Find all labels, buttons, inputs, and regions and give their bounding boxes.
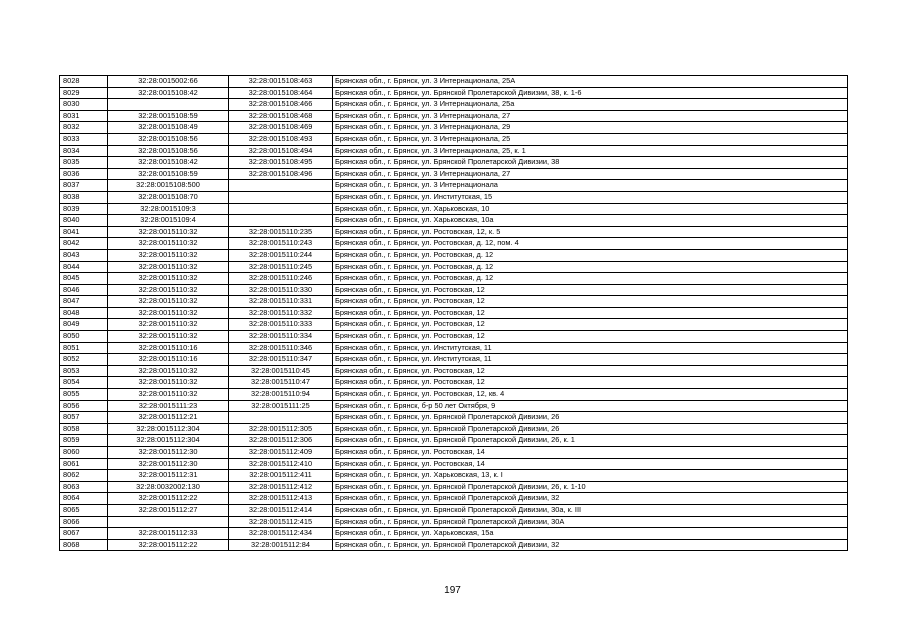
parcel-cadastral-cell: 32:28:0015108:56 bbox=[108, 145, 229, 157]
row-number-cell: 8050 bbox=[60, 331, 108, 343]
address-cell: Брянская обл., г. Брянск, ул. Брянской Пролетарской Дивизии, 26 bbox=[333, 412, 848, 424]
parcel-cadastral-cell: 32:28:0015108:59 bbox=[108, 110, 229, 122]
parcel-cadastral-cell: 32:28:0015111:23 bbox=[108, 400, 229, 412]
building-cadastral-cell: 32:28:0015108:495 bbox=[229, 157, 333, 169]
building-cadastral-cell: 32:28:0015110:245 bbox=[229, 261, 333, 273]
table-row bbox=[60, 319, 848, 331]
building-cadastral-cell: 32:28:0015110:346 bbox=[229, 342, 333, 354]
parcel-cadastral-cell: 32:28:0015108:49 bbox=[108, 122, 229, 134]
table-row bbox=[60, 76, 848, 88]
row-number-cell: 8038 bbox=[60, 191, 108, 203]
row-number-cell: 8046 bbox=[60, 284, 108, 296]
table-row bbox=[60, 307, 848, 319]
building-cadastral-cell: 32:28:0015110:331 bbox=[229, 296, 333, 308]
address-cell: Брянская обл., г. Брянск, ул. Ростовская, 12 bbox=[333, 377, 848, 389]
row-number-cell: 8060 bbox=[60, 447, 108, 459]
table-row bbox=[60, 238, 848, 250]
building-cadastral-cell: 32:28:0015108:493 bbox=[229, 133, 333, 145]
address-cell: Брянская обл., г. Брянск, ул. Харьковская, 13, к. I bbox=[333, 470, 848, 482]
table-row bbox=[60, 261, 848, 273]
table-row bbox=[60, 435, 848, 447]
address-cell: Брянская обл., г. Брянск, ул. Харьковская, 15а bbox=[333, 528, 848, 540]
table-row bbox=[60, 99, 848, 111]
parcel-cadastral-cell: 32:28:0015110:32 bbox=[108, 296, 229, 308]
table-row bbox=[60, 365, 848, 377]
parcel-cadastral-cell bbox=[108, 516, 229, 528]
building-cadastral-cell: 32:28:0015108:468 bbox=[229, 110, 333, 122]
table-row bbox=[60, 157, 848, 169]
row-number-cell: 8029 bbox=[60, 87, 108, 99]
table-row bbox=[60, 389, 848, 401]
row-number-cell: 8043 bbox=[60, 249, 108, 261]
building-cadastral-cell: 32:28:0015110:94 bbox=[229, 389, 333, 401]
address-cell: Брянская обл., г. Брянск, ул. Ростовская, д. 12 bbox=[333, 249, 848, 261]
parcel-cadastral-cell: 32:28:0015110:32 bbox=[108, 331, 229, 343]
building-cadastral-cell: 32:28:0015110:332 bbox=[229, 307, 333, 319]
row-number-cell: 8051 bbox=[60, 342, 108, 354]
table-row bbox=[60, 133, 848, 145]
building-cadastral-cell bbox=[229, 180, 333, 192]
table-row bbox=[60, 180, 848, 192]
address-cell: Брянская обл., г. Брянск, ул. Ростовская, д. 12 bbox=[333, 261, 848, 273]
address-cell: Брянская обл., г. Брянск, ул. Ростовская, 14 bbox=[333, 458, 848, 470]
table-row bbox=[60, 249, 848, 261]
parcel-cadastral-cell: 32:28:0015112:27 bbox=[108, 504, 229, 516]
building-cadastral-cell: 32:28:0015112:306 bbox=[229, 435, 333, 447]
building-cadastral-cell: 32:28:0015108:469 bbox=[229, 122, 333, 134]
table-row bbox=[60, 191, 848, 203]
row-number-cell: 8039 bbox=[60, 203, 108, 215]
building-cadastral-cell: 32:28:0015108:464 bbox=[229, 87, 333, 99]
parcel-cadastral-cell: 32:28:0015108:70 bbox=[108, 191, 229, 203]
table-row bbox=[60, 203, 848, 215]
row-number-cell: 8047 bbox=[60, 296, 108, 308]
row-number-cell: 8033 bbox=[60, 133, 108, 145]
row-number-cell: 8066 bbox=[60, 516, 108, 528]
row-number-cell: 8036 bbox=[60, 168, 108, 180]
row-number-cell: 8058 bbox=[60, 423, 108, 435]
address-cell: Брянская обл., г. Брянск, ул. Ростовская, 12 bbox=[333, 331, 848, 343]
building-cadastral-cell: 32:28:0015112:409 bbox=[229, 447, 333, 459]
table-row bbox=[60, 168, 848, 180]
parcel-cadastral-cell: 32:28:0015112:304 bbox=[108, 435, 229, 447]
row-number-cell: 8040 bbox=[60, 215, 108, 227]
registry-table bbox=[59, 75, 848, 551]
building-cadastral-cell bbox=[229, 412, 333, 424]
address-cell: Брянская обл., г. Брянск, ул. 3 Интернационала bbox=[333, 180, 848, 192]
address-cell: Брянская обл., г. Брянск, ул. Брянской Пролетарской Дивизии, 26, к. 1 bbox=[333, 435, 848, 447]
address-cell: Брянская обл., г. Брянск, ул. Брянской Пролетарской Дивизии, 32 bbox=[333, 539, 848, 551]
building-cadastral-cell: 32:28:0015108:494 bbox=[229, 145, 333, 157]
building-cadastral-cell: 32:28:0015108:496 bbox=[229, 168, 333, 180]
table-row bbox=[60, 481, 848, 493]
row-number-cell: 8055 bbox=[60, 389, 108, 401]
table-row bbox=[60, 87, 848, 99]
row-number-cell: 8044 bbox=[60, 261, 108, 273]
address-cell: Брянская обл., г. Брянск, ул. Ростовская, 14 bbox=[333, 447, 848, 459]
building-cadastral-cell: 32:28:0015112:410 bbox=[229, 458, 333, 470]
row-number-cell: 8056 bbox=[60, 400, 108, 412]
parcel-cadastral-cell: 32:28:0015110:32 bbox=[108, 389, 229, 401]
building-cadastral-cell: 32:28:0015112:414 bbox=[229, 504, 333, 516]
parcel-cadastral-cell: 32:28:0015108:59 bbox=[108, 168, 229, 180]
address-cell: Брянская обл., г. Брянск, ул. Институтская, 11 bbox=[333, 354, 848, 366]
parcel-cadastral-cell: 32:28:0015112:30 bbox=[108, 447, 229, 459]
address-cell: Брянская обл., г. Брянск, ул. Ростовская, 12, к. 5 bbox=[333, 226, 848, 238]
building-cadastral-cell: 32:28:0015110:243 bbox=[229, 238, 333, 250]
building-cadastral-cell bbox=[229, 203, 333, 215]
parcel-cadastral-cell: 32:28:0015112:33 bbox=[108, 528, 229, 540]
table-row bbox=[60, 354, 848, 366]
table-row bbox=[60, 122, 848, 134]
table-row bbox=[60, 470, 848, 482]
table-row bbox=[60, 412, 848, 424]
parcel-cadastral-cell: 32:28:0015110:32 bbox=[108, 365, 229, 377]
address-cell: Брянская обл., г. Брянск, ул. 3 Интернационала, 29 bbox=[333, 122, 848, 134]
row-number-cell: 8052 bbox=[60, 354, 108, 366]
address-cell: Брянская обл., г. Брянск, б-р 50 лет Октября, 9 bbox=[333, 400, 848, 412]
building-cadastral-cell: 32:28:0015110:330 bbox=[229, 284, 333, 296]
building-cadastral-cell: 32:28:0015110:45 bbox=[229, 365, 333, 377]
row-number-cell: 8062 bbox=[60, 470, 108, 482]
building-cadastral-cell: 32:28:0015112:305 bbox=[229, 423, 333, 435]
building-cadastral-cell: 32:28:0015110:334 bbox=[229, 331, 333, 343]
address-cell: Брянская обл., г. Брянск, ул. Институтская, 15 bbox=[333, 191, 848, 203]
row-number-cell: 8045 bbox=[60, 273, 108, 285]
address-cell: Брянская обл., г. Брянск, ул. 3 Интернационала, 25, к. 1 bbox=[333, 145, 848, 157]
parcel-cadastral-cell: 32:28:0015112:22 bbox=[108, 493, 229, 505]
row-number-cell: 8064 bbox=[60, 493, 108, 505]
row-number-cell: 8049 bbox=[60, 319, 108, 331]
parcel-cadastral-cell: 32:28:0015112:22 bbox=[108, 539, 229, 551]
parcel-cadastral-cell: 32:28:0015110:32 bbox=[108, 273, 229, 285]
address-cell: Брянская обл., г. Брянск, ул. Ростовская, 12 bbox=[333, 296, 848, 308]
parcel-cadastral-cell: 32:28:0015110:16 bbox=[108, 354, 229, 366]
row-number-cell: 8048 bbox=[60, 307, 108, 319]
table-row bbox=[60, 423, 848, 435]
building-cadastral-cell: 32:28:0015110:235 bbox=[229, 226, 333, 238]
parcel-cadastral-cell: 32:28:0015110:32 bbox=[108, 261, 229, 273]
address-cell: Брянская обл., г. Брянск, ул. 3 Интернационала, 27 bbox=[333, 110, 848, 122]
parcel-cadastral-cell: 32:28:0015110:32 bbox=[108, 284, 229, 296]
table-row bbox=[60, 215, 848, 227]
page-number: 197 bbox=[444, 585, 461, 596]
registry-table-body bbox=[60, 76, 848, 551]
table-row bbox=[60, 296, 848, 308]
parcel-cadastral-cell: 32:28:0015110:32 bbox=[108, 238, 229, 250]
parcel-cadastral-cell: 32:28:0015112:31 bbox=[108, 470, 229, 482]
address-cell: Брянская обл., г. Брянск, ул. 3 Интернационала, 27 bbox=[333, 168, 848, 180]
row-number-cell: 8032 bbox=[60, 122, 108, 134]
table-row bbox=[60, 458, 848, 470]
address-cell: Брянская обл., г. Брянск, ул. Ростовская, 12, кв. 4 bbox=[333, 389, 848, 401]
parcel-cadastral-cell: 32:28:0015110:32 bbox=[108, 307, 229, 319]
table-row bbox=[60, 145, 848, 157]
address-cell: Брянская обл., г. Брянск, ул. Брянской Пролетарской Дивизии, 38, к. 1-6 bbox=[333, 87, 848, 99]
row-number-cell: 8065 bbox=[60, 504, 108, 516]
table-row bbox=[60, 377, 848, 389]
address-cell: Брянская обл., г. Брянск, ул. Ростовская, 12 bbox=[333, 319, 848, 331]
address-cell: Брянская обл., г. Брянск, ул. Институтская, 11 bbox=[333, 342, 848, 354]
address-cell: Брянская обл., г. Брянск, ул. Брянской Пролетарской Дивизии, 38 bbox=[333, 157, 848, 169]
row-number-cell: 8067 bbox=[60, 528, 108, 540]
address-cell: Брянская обл., г. Брянск, ул. 3 Интернационала, 25а bbox=[333, 99, 848, 111]
parcel-cadastral-cell: 32:28:0015112:30 bbox=[108, 458, 229, 470]
parcel-cadastral-cell: 32:28:0015108:42 bbox=[108, 87, 229, 99]
building-cadastral-cell: 32:28:0015112:415 bbox=[229, 516, 333, 528]
building-cadastral-cell: 32:28:0015110:246 bbox=[229, 273, 333, 285]
building-cadastral-cell bbox=[229, 191, 333, 203]
row-number-cell: 8041 bbox=[60, 226, 108, 238]
building-cadastral-cell: 32:28:0015110:333 bbox=[229, 319, 333, 331]
parcel-cadastral-cell: 32:28:0015110:16 bbox=[108, 342, 229, 354]
address-cell: Брянская обл., г. Брянск, ул. Брянской Пролетарской Дивизии, 32 bbox=[333, 493, 848, 505]
address-cell: Брянская обл., г. Брянск, ул. 3 Интернационала, 25А bbox=[333, 76, 848, 88]
row-number-cell: 8054 bbox=[60, 377, 108, 389]
address-cell: Брянская обл., г. Брянск, ул. Ростовская, д. 12, пом. 4 bbox=[333, 238, 848, 250]
building-cadastral-cell: 32:28:0015112:84 bbox=[229, 539, 333, 551]
row-number-cell: 8035 bbox=[60, 157, 108, 169]
address-cell: Брянская обл., г. Брянск, ул. Ростовская, 12 bbox=[333, 365, 848, 377]
address-cell: Брянская обл., г. Брянск, ул. Ростовская, д. 12 bbox=[333, 273, 848, 285]
parcel-cadastral-cell: 32:28:0015110:32 bbox=[108, 377, 229, 389]
building-cadastral-cell: 32:28:0015112:412 bbox=[229, 481, 333, 493]
parcel-cadastral-cell: 32:28:0015110:32 bbox=[108, 226, 229, 238]
parcel-cadastral-cell: 32:28:0015108:500 bbox=[108, 180, 229, 192]
parcel-cadastral-cell: 32:28:0015112:21 bbox=[108, 412, 229, 424]
parcel-cadastral-cell: 32:28:0015108:42 bbox=[108, 157, 229, 169]
building-cadastral-cell: 32:28:0015110:47 bbox=[229, 377, 333, 389]
parcel-cadastral-cell: 32:28:0015110:32 bbox=[108, 319, 229, 331]
building-cadastral-cell: 32:28:0015111:25 bbox=[229, 400, 333, 412]
table-row bbox=[60, 504, 848, 516]
row-number-cell: 8061 bbox=[60, 458, 108, 470]
row-number-cell: 8031 bbox=[60, 110, 108, 122]
parcel-cadastral-cell: 32:28:0032002:130 bbox=[108, 481, 229, 493]
row-number-cell: 8037 bbox=[60, 180, 108, 192]
row-number-cell: 8030 bbox=[60, 99, 108, 111]
row-number-cell: 8063 bbox=[60, 481, 108, 493]
row-number-cell: 8057 bbox=[60, 412, 108, 424]
building-cadastral-cell: 32:28:0015110:347 bbox=[229, 354, 333, 366]
parcel-cadastral-cell: 32:28:0015109:3 bbox=[108, 203, 229, 215]
address-cell: Брянская обл., г. Брянск, ул. Ростовская, 12 bbox=[333, 307, 848, 319]
address-cell: Брянская обл., г. Брянск, ул. Брянской Пролетарской Дивизии, 30А bbox=[333, 516, 848, 528]
table-row bbox=[60, 516, 848, 528]
parcel-cadastral-cell: 32:28:0015002:66 bbox=[108, 76, 229, 88]
table-row bbox=[60, 110, 848, 122]
parcel-cadastral-cell bbox=[108, 99, 229, 111]
address-cell: Брянская обл., г. Брянск, ул. Брянской Пролетарской Дивизии, 26 bbox=[333, 423, 848, 435]
address-cell: Брянская обл., г. Брянск, ул. Ростовская, 12 bbox=[333, 284, 848, 296]
table-row bbox=[60, 342, 848, 354]
row-number-cell: 8028 bbox=[60, 76, 108, 88]
address-cell: Брянская обл., г. Брянск, ул. Харьковская, 10а bbox=[333, 215, 848, 227]
row-number-cell: 8068 bbox=[60, 539, 108, 551]
parcel-cadastral-cell: 32:28:0015109:4 bbox=[108, 215, 229, 227]
building-cadastral-cell: 32:28:0015108:463 bbox=[229, 76, 333, 88]
parcel-cadastral-cell: 32:28:0015110:32 bbox=[108, 249, 229, 261]
table-row bbox=[60, 226, 848, 238]
table-row bbox=[60, 447, 848, 459]
table-row bbox=[60, 273, 848, 285]
building-cadastral-cell: 32:28:0015110:244 bbox=[229, 249, 333, 261]
row-number-cell: 8053 bbox=[60, 365, 108, 377]
building-cadastral-cell: 32:28:0015112:411 bbox=[229, 470, 333, 482]
row-number-cell: 8034 bbox=[60, 145, 108, 157]
table-row bbox=[60, 528, 848, 540]
building-cadastral-cell: 32:28:0015112:413 bbox=[229, 493, 333, 505]
parcel-cadastral-cell: 32:28:0015108:56 bbox=[108, 133, 229, 145]
parcel-cadastral-cell: 32:28:0015112:304 bbox=[108, 423, 229, 435]
table-row bbox=[60, 493, 848, 505]
address-cell: Брянская обл., г. Брянск, ул. Брянской Пролетарской Дивизии, 30а, к. III bbox=[333, 504, 848, 516]
building-cadastral-cell: 32:28:0015108:466 bbox=[229, 99, 333, 111]
table-row bbox=[60, 331, 848, 343]
table-row bbox=[60, 400, 848, 412]
address-cell: Брянская обл., г. Брянск, ул. Брянской Пролетарской Дивизии, 26, к. 1-10 bbox=[333, 481, 848, 493]
address-cell: Брянская обл., г. Брянск, ул. Харьковская, 10 bbox=[333, 203, 848, 215]
building-cadastral-cell bbox=[229, 215, 333, 227]
row-number-cell: 8059 bbox=[60, 435, 108, 447]
table-row bbox=[60, 539, 848, 551]
building-cadastral-cell: 32:28:0015112:434 bbox=[229, 528, 333, 540]
table-row bbox=[60, 284, 848, 296]
row-number-cell: 8042 bbox=[60, 238, 108, 250]
address-cell: Брянская обл., г. Брянск, ул. 3 Интернационала, 25 bbox=[333, 133, 848, 145]
